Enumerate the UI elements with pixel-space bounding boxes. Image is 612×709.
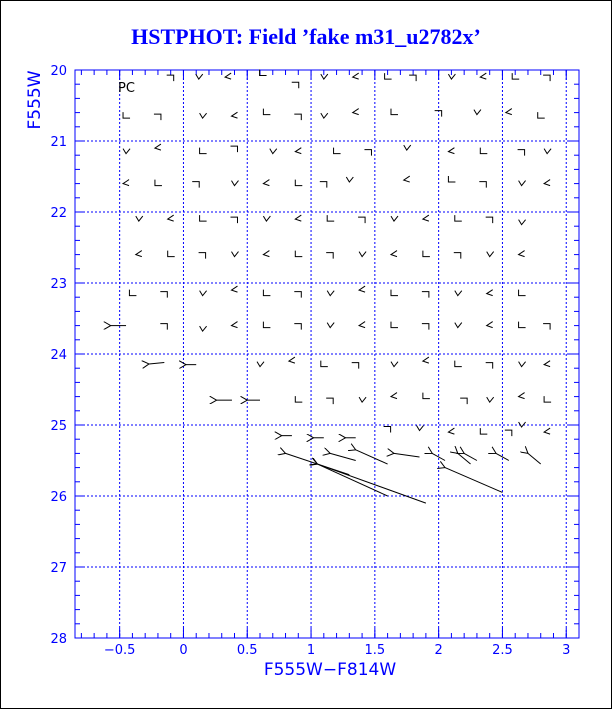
tiny-vector-glyph xyxy=(231,252,238,257)
tiny-vector-glyph xyxy=(505,430,512,436)
tiny-vector-glyph xyxy=(543,75,550,81)
y-tick-label: 24 xyxy=(50,348,67,363)
tiny-vector-glyph xyxy=(448,428,454,434)
tiny-vector-glyph xyxy=(225,73,231,79)
offset-vector-arrow xyxy=(528,453,541,464)
x-tick-label: 0.5 xyxy=(236,643,258,658)
tiny-vector-glyph xyxy=(480,148,487,154)
tiny-vector-glyph xyxy=(455,291,462,296)
tiny-vector-glyph xyxy=(454,253,461,259)
tiny-vector-glyph xyxy=(326,398,333,404)
tiny-vector-glyph xyxy=(487,397,494,402)
tiny-vector-glyph xyxy=(192,182,199,188)
tiny-vector-glyph xyxy=(519,290,526,296)
tiny-vector-glyph xyxy=(320,182,327,188)
tiny-vector-glyph xyxy=(455,323,462,328)
x-tick-label: 2 xyxy=(434,643,443,658)
y-tick-label: 22 xyxy=(50,206,67,221)
x-tick-label: 3 xyxy=(562,643,571,658)
axis-layer xyxy=(50,64,579,658)
y-tick-label: 28 xyxy=(50,632,67,647)
tiny-vector-glyph xyxy=(295,396,302,402)
chart-title: HSTPHOT: Field ’fake m31_u2782x’ xyxy=(131,24,481,49)
offset-vector-arrow xyxy=(286,453,350,474)
y-tick-label: 25 xyxy=(50,419,67,434)
tiny-vector-glyph xyxy=(155,180,162,186)
tiny-vector-glyph xyxy=(230,217,237,223)
tiny-vector-glyph xyxy=(417,426,424,431)
y-axis-label: F555W xyxy=(25,70,45,130)
tiny-vector-glyph xyxy=(346,177,353,182)
tiny-vector-glyph xyxy=(289,357,295,363)
tiny-vector-glyph xyxy=(200,326,207,331)
tiny-vector-glyph xyxy=(409,75,416,81)
tiny-vector-glyph xyxy=(123,112,130,118)
tiny-vector-glyph xyxy=(199,253,206,259)
tiny-vector-glyph xyxy=(295,180,302,186)
grid-layer xyxy=(75,70,579,638)
tiny-vector-glyph xyxy=(487,290,493,296)
tiny-vector-glyph xyxy=(295,148,301,154)
tiny-vector-glyph xyxy=(358,217,365,223)
tiny-vector-glyph xyxy=(391,393,397,399)
tiny-vector-glyph xyxy=(294,114,301,120)
tiny-vector-glyph xyxy=(168,215,174,221)
tiny-vector-glyph xyxy=(487,252,494,257)
tiny-vector-glyph xyxy=(364,150,371,156)
tiny-vector-glyph xyxy=(359,322,365,328)
tiny-vector-glyph xyxy=(359,286,365,292)
tiny-vector-glyph xyxy=(519,393,525,399)
tiny-vector-glyph xyxy=(327,323,334,328)
tiny-vector-glyph xyxy=(352,363,359,369)
tiny-vector-glyph xyxy=(327,215,334,221)
tiny-vector-glyph xyxy=(404,176,410,182)
offset-vector-arrow xyxy=(458,453,471,464)
tiny-vector-glyph xyxy=(544,180,550,186)
y-tick-label: 20 xyxy=(50,64,67,79)
offset-vector-arrow xyxy=(464,453,477,460)
tiny-vector-glyph xyxy=(404,145,411,150)
tiny-vector-glyph xyxy=(391,251,397,257)
tiny-vector-glyph xyxy=(423,251,430,257)
tiny-vector-glyph xyxy=(543,324,550,330)
tiny-vector-glyph xyxy=(155,144,161,150)
tiny-vector-glyph xyxy=(455,361,462,367)
tiny-vector-glyph xyxy=(136,216,143,221)
tiny-vector-glyph xyxy=(321,361,328,367)
tiny-vector-glyph xyxy=(391,109,398,115)
tiny-vector-glyph xyxy=(231,286,237,292)
tiny-vector-glyph xyxy=(263,290,270,296)
tiny-vector-glyph xyxy=(200,291,207,296)
tiny-vector-glyph xyxy=(544,396,551,402)
tiny-vector-glyph xyxy=(231,322,237,328)
tiny-vector-glyph xyxy=(200,215,207,221)
tiny-vector-glyph xyxy=(167,75,174,81)
tiny-vector-glyph xyxy=(231,112,237,118)
tiny-vector-glyph xyxy=(391,362,398,367)
x-tick-label: 2.5 xyxy=(492,643,513,658)
tiny-vector-glyph xyxy=(257,362,264,367)
tiny-vector-glyph xyxy=(480,428,487,434)
tiny-vector-glyph xyxy=(544,361,550,367)
y-tick-label: 26 xyxy=(50,490,67,505)
tiny-vector-glyph xyxy=(263,251,269,257)
offset-vector-arrow xyxy=(317,464,387,496)
tiny-vector-glyph xyxy=(359,397,366,402)
tiny-vector-glyph xyxy=(422,324,429,330)
tiny-vector-glyph xyxy=(353,109,359,115)
tiny-vector-glyph xyxy=(154,114,161,120)
y-tick-label: 21 xyxy=(50,135,67,150)
tiny-vector-glyph xyxy=(506,109,512,115)
tiny-vector-glyph xyxy=(359,252,366,257)
tiny-vector-glyph xyxy=(384,427,391,433)
tiny-vector-glyph xyxy=(391,216,398,221)
tiny-vector-glyph xyxy=(448,148,454,154)
x-tick-label: 1.5 xyxy=(364,643,386,658)
tiny-vector-glyph xyxy=(270,149,277,154)
tiny-vector-glyph xyxy=(231,181,238,186)
tiny-vector-glyph xyxy=(423,393,430,399)
tiny-vector-glyph xyxy=(230,146,237,152)
tiny-vector-glyph xyxy=(295,251,302,257)
tiny-vector-glyph xyxy=(327,291,334,296)
tiny-vector-glyph xyxy=(200,113,207,118)
tiny-vector-glyph xyxy=(263,216,270,221)
offset-vector-arrow xyxy=(394,453,420,457)
tiny-vector-glyph xyxy=(519,322,526,328)
tiny-vector-glyph xyxy=(321,113,328,118)
tiny-vector-glyph xyxy=(544,149,551,154)
tiny-vector-glyph xyxy=(168,251,175,257)
tiny-vector-glyph xyxy=(123,149,130,154)
tiny-vector-glyph xyxy=(295,215,301,221)
tiny-vector-glyph xyxy=(518,150,525,156)
tiny-vector-glyph xyxy=(391,290,398,296)
tiny-vector-glyph xyxy=(263,109,270,115)
y-tick-label: 23 xyxy=(50,277,67,292)
tiny-vector-glyph xyxy=(200,148,207,154)
offset-vector-arrow xyxy=(445,468,502,493)
tiny-vector-glyph xyxy=(538,112,545,118)
x-tick-label: −0.5 xyxy=(103,643,136,658)
offset-vector-arrow xyxy=(330,453,356,460)
tiny-vector-glyph xyxy=(423,215,429,221)
tiny-vector-glyph xyxy=(422,292,429,298)
tiny-vector-glyph xyxy=(486,217,493,223)
tiny-vector-glyph xyxy=(263,322,270,328)
tiny-vector-glyph xyxy=(294,292,301,298)
tiny-vector-glyph xyxy=(136,251,142,257)
tiny-vector-glyph xyxy=(353,73,359,79)
tiny-vector-glyph xyxy=(294,324,301,330)
tiny-vector-glyph xyxy=(519,362,526,367)
tiny-vector-glyph xyxy=(160,292,167,298)
data-layer xyxy=(111,70,551,504)
tiny-vector-glyph xyxy=(455,215,462,221)
x-axis-label: F555W−F814W xyxy=(263,660,397,680)
tiny-vector-glyph xyxy=(544,428,550,434)
tiny-vector-glyph xyxy=(480,73,486,79)
tiny-vector-glyph xyxy=(263,180,269,186)
tiny-vector-glyph xyxy=(292,82,299,88)
tiny-vector-glyph xyxy=(326,253,333,259)
x-tick-label: 0 xyxy=(179,643,188,658)
tiny-vector-glyph xyxy=(479,182,486,188)
tiny-vector-glyph xyxy=(129,290,136,296)
tiny-vector-glyph xyxy=(519,251,525,257)
offset-vector-arrow xyxy=(149,363,164,364)
tiny-vector-glyph xyxy=(334,148,341,154)
tiny-vector-glyph xyxy=(196,74,203,79)
tiny-vector-glyph xyxy=(486,363,493,369)
tiny-vector-glyph xyxy=(448,176,455,182)
x-tick-label: 1 xyxy=(306,643,316,658)
tiny-vector-glyph xyxy=(160,324,167,330)
offset-vector-arrow xyxy=(356,450,388,464)
tiny-vector-glyph xyxy=(391,322,398,328)
pc-annotation: PC xyxy=(118,81,135,96)
y-tick-label: 27 xyxy=(50,561,67,576)
tiny-vector-glyph xyxy=(423,357,429,363)
tiny-vector-glyph xyxy=(460,398,467,404)
tiny-vector-glyph xyxy=(519,181,526,186)
tiny-vector-glyph xyxy=(487,322,493,328)
tiny-vector-glyph xyxy=(123,180,129,186)
tiny-vector-glyph xyxy=(474,110,481,115)
tiny-vector-glyph xyxy=(519,220,526,225)
